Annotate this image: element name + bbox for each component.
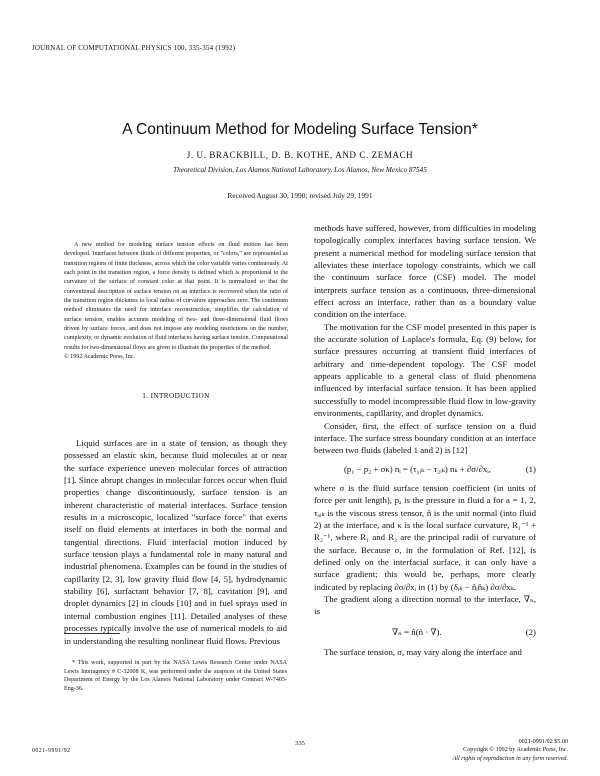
received-date: Received August 30, 1990; revised July 29, 1991 — [227, 191, 373, 200]
page-number: 335 — [295, 740, 305, 747]
equation-2-row — [314, 626, 536, 638]
right-paragraph-6: The surface tension, σ, may vary along the interface and — [324, 647, 522, 657]
abstract-text: A new method for modeling surface tension effects on fluid motion has been developed. Interfaces between fluids of different properties, or "colors," are represented as transition regions of finite thickness, across which the color variable varies continuously. At each point in the transition region, a force density is defined which is proportional to the curvature of the surface of constant color at that point. It is normalized so that the conventional description of surface tension on an interface is recovered when the ratio of the transition region thickness to local radius of curvature approaches zero. The continuum method eliminates the need for interface reconstruction, simplifies the calculation of surface tension, enables accurate modeling of two- and three-dimensional fluid flows driven by surface forces, and does not impose any modeling restrictions on the number, complexity, or dynamic evolution of fluid interfaces having surface tension. Computational results for two-dimensional flows are given to illustrate the properties of the method. — [64, 242, 289, 351]
right-paragraph-4: where σ is the fluid surface tension coefficient (in units of force per unit length), pₐ is the pressure in fluid a for a = 1, 2, τₐᵢₖ is the viscous stress tensor, n̂ is the unit normal (into fluid 2) at the interface, and κ is the local surface curvature, R₁⁻¹ + R₂⁻¹, where R₁ and R₂ are the principal radii of curvature of the surface. Because σ, in the formulation of Ref. [12], is defined only on the interfacial surface, it can only have a surface gradient; this would be, perhaps, more clearly indicated by replacing ∂σ/∂xᵢ in (1) by (δᵢₖ − n̂ᵢn̂ₖ) ∂σ/∂xₖ. — [314, 482, 536, 592]
paper-title: A Continuum Method for Modeling Surface Tension* — [122, 121, 478, 138]
equation-1-number: (1) — [525, 463, 536, 474]
section-heading-introduction: 1. INTRODUCTION — [142, 392, 210, 400]
right-paragraph-3: Consider, first, the effect of surface tension on a fluid interface. The surface stress boundary condition at an interface between two fluids (labeled 1 and 2) is [12] — [314, 420, 536, 456]
right-paragraph-1: methods have suffered, however, from difficulties in modeling topologically complex interfaces having surface tension. We present a numerical method for modeling surface tension that alleviates these interface topology constraints, which we call the continuum surface force (CSF) model. The model interprets surface tension as a continuous, three-dimensional effect across an interface, rather than as a boundary value condition on the interface. — [314, 223, 536, 320]
right-column — [314, 222, 536, 658]
footer-code: 0021-9991/92 $5.00 — [518, 739, 568, 745]
equation-1: (p₁ − p₂ + σκ) nᵢ = (τ₁ᵢₖ − τ₂ᵢₖ) nₖ + ∂σ/∂xᵢ, — [344, 463, 491, 474]
right-paragraph-5: The gradient along a direction normal to the interface, ∇ₙ, is — [314, 593, 536, 617]
journal-header: JOURNAL OF COMPUTATIONAL PHYSICS 100, 335-354 (1992) — [32, 44, 236, 52]
footnote: * This work, supported in part by the NASA Lewis Research Center under NASA Lewis Interagency # C-32008 K, was performed under the auspices of the United States Department of Energy by the Los Alamos National Laboratory under Contract W-7405-Eng-36. — [64, 660, 287, 692]
footer-rights: All rights of reproduction in any form reserved. — [452, 755, 568, 762]
equation-1-row — [314, 463, 536, 475]
affiliation: Theoretical Division, Los Alamos National Laboratory, Los Alamos, New Mexico 87545 — [173, 166, 427, 174]
footer-copyright: Copyright © 1992 by Academic Press, Inc. — [463, 747, 568, 754]
abstract-copyright: © 1992 Academic Press, Inc. — [64, 354, 135, 361]
footer-copyright-block — [400, 738, 568, 763]
abstract — [64, 241, 288, 362]
right-paragraph-2: The motivation for the CSF model presented in this paper is the accurate solution of Laplace's formula, Eq. (9) below, for surface pressures occurring at transient fluid interfaces of arbitrary and time-dependent topology. The CSF model appears applicable to a general class of fluid phenomena influenced by interfacial surface tension. It has been applied successfully to model incompressible fluid flow in low-gravity environments, capillarity, and droplet dynamics. — [314, 321, 536, 419]
intro-paragraph: Liquid surfaces are in a state of tension, as though they possessed an elastic skin, because fluid molecules at or near the surface experience uneven molecular forces of attraction [1]. Since abrupt changes in molecular forces occur when fluid properties change discontinuously, surface tension is an inherent characteristic of material interfaces. Surface tension results in a microscopic, localized "surface force" that exerts itself on fluid elements at interfaces in both the normal and tangential directions. Fluid interfacial motion induced by surface tension plays a fundamental role in many natural and industrial phenomena. Examples can be found in the studies of capillarity [2, 3], low gravity fluid flow [4, 5], hydrodynamic stability [6], surfactant behavior [7, 8], cavitation [9], and droplet dynamics [2] in clouds [10] and in fuel sprays used in internal combustion engines [11]. Detailed analyses of these processes typically involve the use of numerical models to aid in understanding the resulting nonlinear fluid flows. Previous — [64, 438, 287, 646]
equation-2-number: (2) — [525, 626, 536, 637]
footnote-rule — [64, 633, 120, 634]
equation-2: ∇ₙ = n̂(n̂ · ∇). — [392, 626, 442, 637]
issn-code: 0021-9991/92 — [32, 748, 71, 754]
authors: J. U. BRACKBILL, D. B. KOTHE, AND C. ZEMACH — [186, 150, 414, 160]
